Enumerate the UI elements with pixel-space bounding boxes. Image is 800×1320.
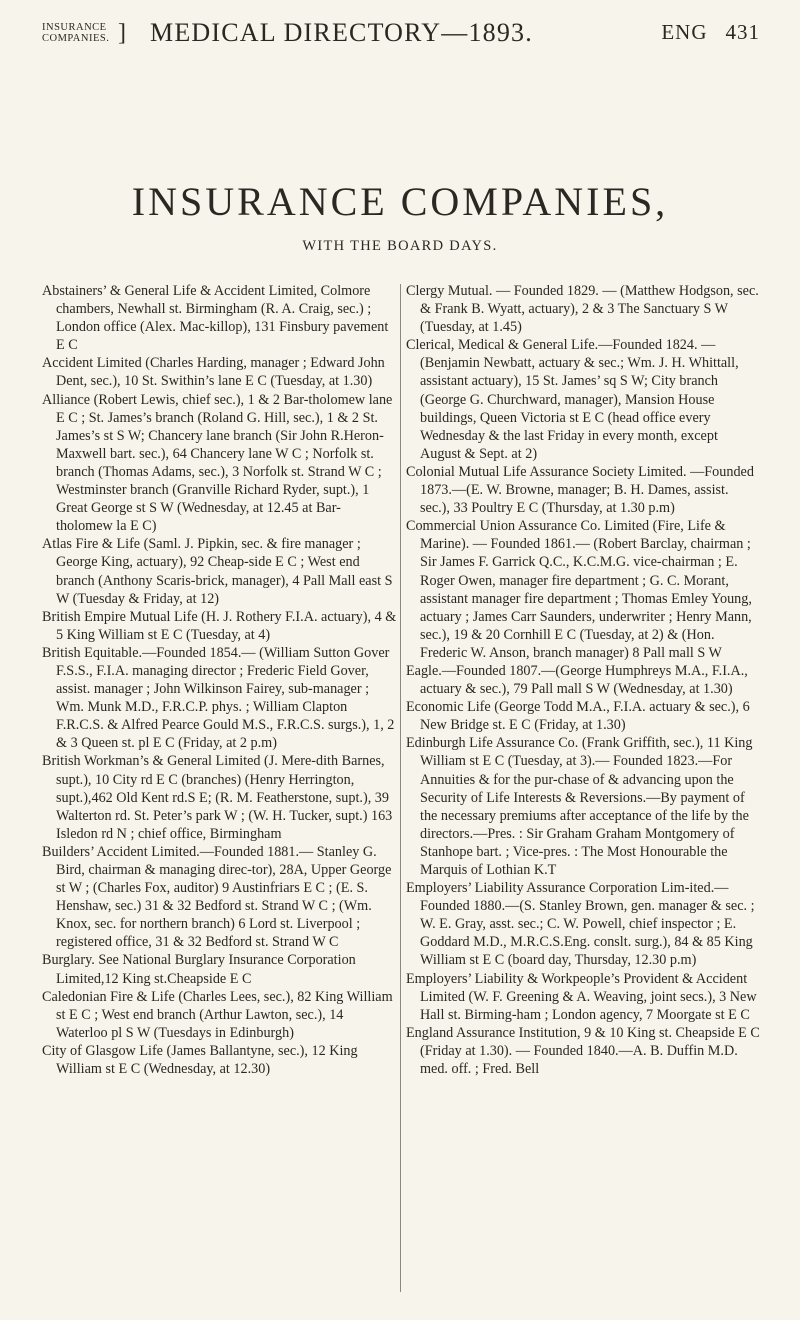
- directory-entry: Commercial Union Assurance Co. Limited (Fire, Life & Marine). — Founded 1861.— (Robert Barclay, chairman ; Sir James F. Garrick Q.C., K.C.M.G. vice-chairman ; E. Roger Owen, manager fire department ; G. C. Morant, assistant manager fire department ; Thomas Emley Young, actuary ; James Carr Saunders, underwriter ; Henry Mann, sec.), 19 & 20 Cornhill E C (Tuesday, at 2) & (Hon. Frederic W. Anson, branch manager) 8 Pall mall S W: [406, 518, 752, 661]
- directory-entry: Abstainers’ & General Life & Accident Limited, Colmore chambers, Newhall st. Birmingham (R. A. Craig, sec.) ; London office (Alex. Mac-killop), 131 Finsbury pavement E C: [42, 283, 389, 354]
- directory-entry: Edinburgh Life Assurance Co. (Frank Griffith, sec.), 11 King William st E C (Tuesday, at 3).— Founded 1823.—For Annuities & for the pur-chase of & advancing upon the Security of Life Interests & Reversions.—By payment of the necessary premiums after acceptance of the life by the directors.—Pres. : Sir Graham Graham Montgomery of Stanhope bart. ; Vice-pres. : The Most Honourable the Marquis of Lothian K.T: [406, 735, 753, 878]
- directory-entry: Alliance (Robert Lewis, chief sec.), 1 & 2 Bar-tholomew lane E C ; St. James’s branch (Roland G. Hill, sec.), 1 & 2 St. James’s st S W; Chancery lane branch (Sir John R.Heron-Maxwell bart. sec.), 64 Chancery lane W C ; Norfolk st. branch (Thomas Adams, sec.), 3 Norfolk st. Strand W C ; Westminster branch (Granville Richard Ryder, supt.), 1 Great George st S W (Wednesday, at 12.45 at Bar-tholomew la E C): [42, 391, 393, 535]
- header-section-line2: COMPANIES.: [42, 33, 110, 44]
- page-subtitle: WITH THE BOARD DAYS.: [302, 238, 498, 254]
- directory-entry: Clergy Mutual. — Founded 1829. — (Matthew Hodgson, sec. & Frank B. Wyatt, actuary), 2 & 3 The Sanctuary S W (Tuesday, at 1.45): [406, 283, 759, 336]
- directory-entry: Burglary. See National Burglary Insurance Corporation Limited,12 King st.Cheapside E C: [42, 952, 356, 987]
- header-section-line1: INSURANCE: [42, 22, 107, 33]
- directory-entry: Clerical, Medical & General Life.—Founded 1824. —(Benjamin Newbatt, actuary & sec.; Wm. J. H. Whittall, assistant actuary), 15 St. James’ sq S W; City branch (George G. Churchward, manager), Mansion House buildings, Queen Victoria st E C (head office every Wednesday & the last Friday in every month, except August & Sept. at 2): [406, 337, 739, 462]
- header-title: MEDICAL DIRECTORY—1893.: [150, 18, 533, 47]
- directory-entry: Colonial Mutual Life Assurance Society Limited. —Founded 1873.—(E. W. Browne, manager; B. H. Dames, assist. sec.), 33 Poultry E C (Thursday, at 1.30 p.m): [406, 463, 754, 517]
- directory-entry: City of Glasgow Life (James Ballantyne, sec.), 12 King William st E C (Wednesday, at 12.30): [42, 1042, 358, 1078]
- directory-entry: Accident Limited (Charles Harding, manager ; Edward John Dent, sec.), 10 St. Swithin’s lane E C (Tuesday, at 1.30): [42, 355, 385, 390]
- directory-entry: Caledonian Fire & Life (Charles Lees, sec.), 82 King William st E C ; West end branch (Arthur Lawton, sec.), 14 Waterloo pl S W (Tuesdays in Edinburgh): [42, 988, 393, 1041]
- header-section-abbrev: ENG: [661, 20, 708, 44]
- right-column: [406, 282, 761, 1078]
- directory-entry: Atlas Fire & Life (Saml. J. Pipkin, sec. & fire manager ; George King, actuary), 92 Cheap-side E C ; West end branch (Anthony Scaris-brick, manager), 4 Pall Mall east S W (Tuesday & Friday, at 12): [42, 536, 393, 607]
- directory-entry: Eagle.—Founded 1807.—(George Humphreys M.A., F.I.A., actuary & sec.), 79 Pall mall S W (Wednesday, at 1.30): [406, 662, 748, 698]
- header-section-label: [42, 22, 109, 44]
- column-divider: [400, 284, 401, 1292]
- left-column: [42, 282, 397, 1078]
- directory-entry: Employers’ Liability & Workpeople’s Provident & Accident Limited (W. F. Greening & A. Weaving, joint secs.), 3 New Hall st. Birming-ham ; London agency, 7 Moorgate st E C: [406, 970, 757, 1023]
- header-right: [661, 20, 760, 45]
- directory-entry: England Assurance Institution, 9 & 10 King st. Cheapside E C (Friday at 1.30). — Founded 1840.—A. B. Duffin M.D. med. off. ; Fred. Bell: [406, 1024, 760, 1078]
- directory-entry: British Empire Mutual Life (H. J. Rothery F.I.A. actuary), 4 & 5 King William st E C (Tuesday, at 4): [42, 608, 397, 643]
- directory-entry: Builders’ Accident Limited.—Founded 1881.— Stanley G. Bird, chairman & managing direc-tor), 28A, Upper George st W ; (Charles Fox, auditor) 9 Austinfriars E C ; (E. S. Henshaw, sec.) 31 & 32 Bedford st. Strand W C ; (Wm. Knox, sec. for northern branch) 6 Lord st. Liverpool ; registered office, 31 & 32 Bedford st. Strand W C: [42, 843, 392, 951]
- directory-entry: British Workman’s & General Limited (J. Mere-dith Barnes, supt.), 10 City rd E C (branches) (Henry Herrington, supt.),462 Old Kent rd.S E; (R. M. Featherstone, supt.), 39 Walterton rd. St. Peter’s park W ; (W. H. Tucker, supt.) 163 Isledon rd N ; chief office, Birmingham: [42, 753, 393, 842]
- directory-entry: Employers’ Liability Assurance Corporation Lim-ited.—Founded 1880.—(S. Stanley Brown, gen. manager & sec. ; W. E. Gray, asst. sec.; C. W. Powell, chief inspector ; E. Goddard M.D., M.R.C.S.Eng. conslt. surg.), 84 & 85 King William st E C (board day, Thursday, 12.30 p.m): [406, 880, 755, 969]
- header-bracket: ]: [118, 20, 126, 46]
- page-number: 431: [725, 20, 760, 44]
- page-title: INSURANCE COMPANIES,: [131, 179, 669, 224]
- directory-entry: Economic Life (George Todd M.A., F.I.A. actuary & sec.), 6 New Bridge st. E C (Friday, at 1.30): [406, 699, 750, 734]
- directory-entry: British Equitable.—Founded 1854.— (William Sutton Gover F.S.S., F.I.A. managing director ; Frederic Field Gover, assist. manager ; John Wilkinson Fairey, sub-manager ; Wm. Munk M.D., F.R.C.P. phys. ; William Clapton F.R.C.S. & Alfred Pearce Gould M.S., F.R.C.S. surgs.), 1, 2 & 3 Queen st. pl E C (Friday, at 2 p.m): [42, 644, 395, 752]
- running-header: [42, 18, 758, 58]
